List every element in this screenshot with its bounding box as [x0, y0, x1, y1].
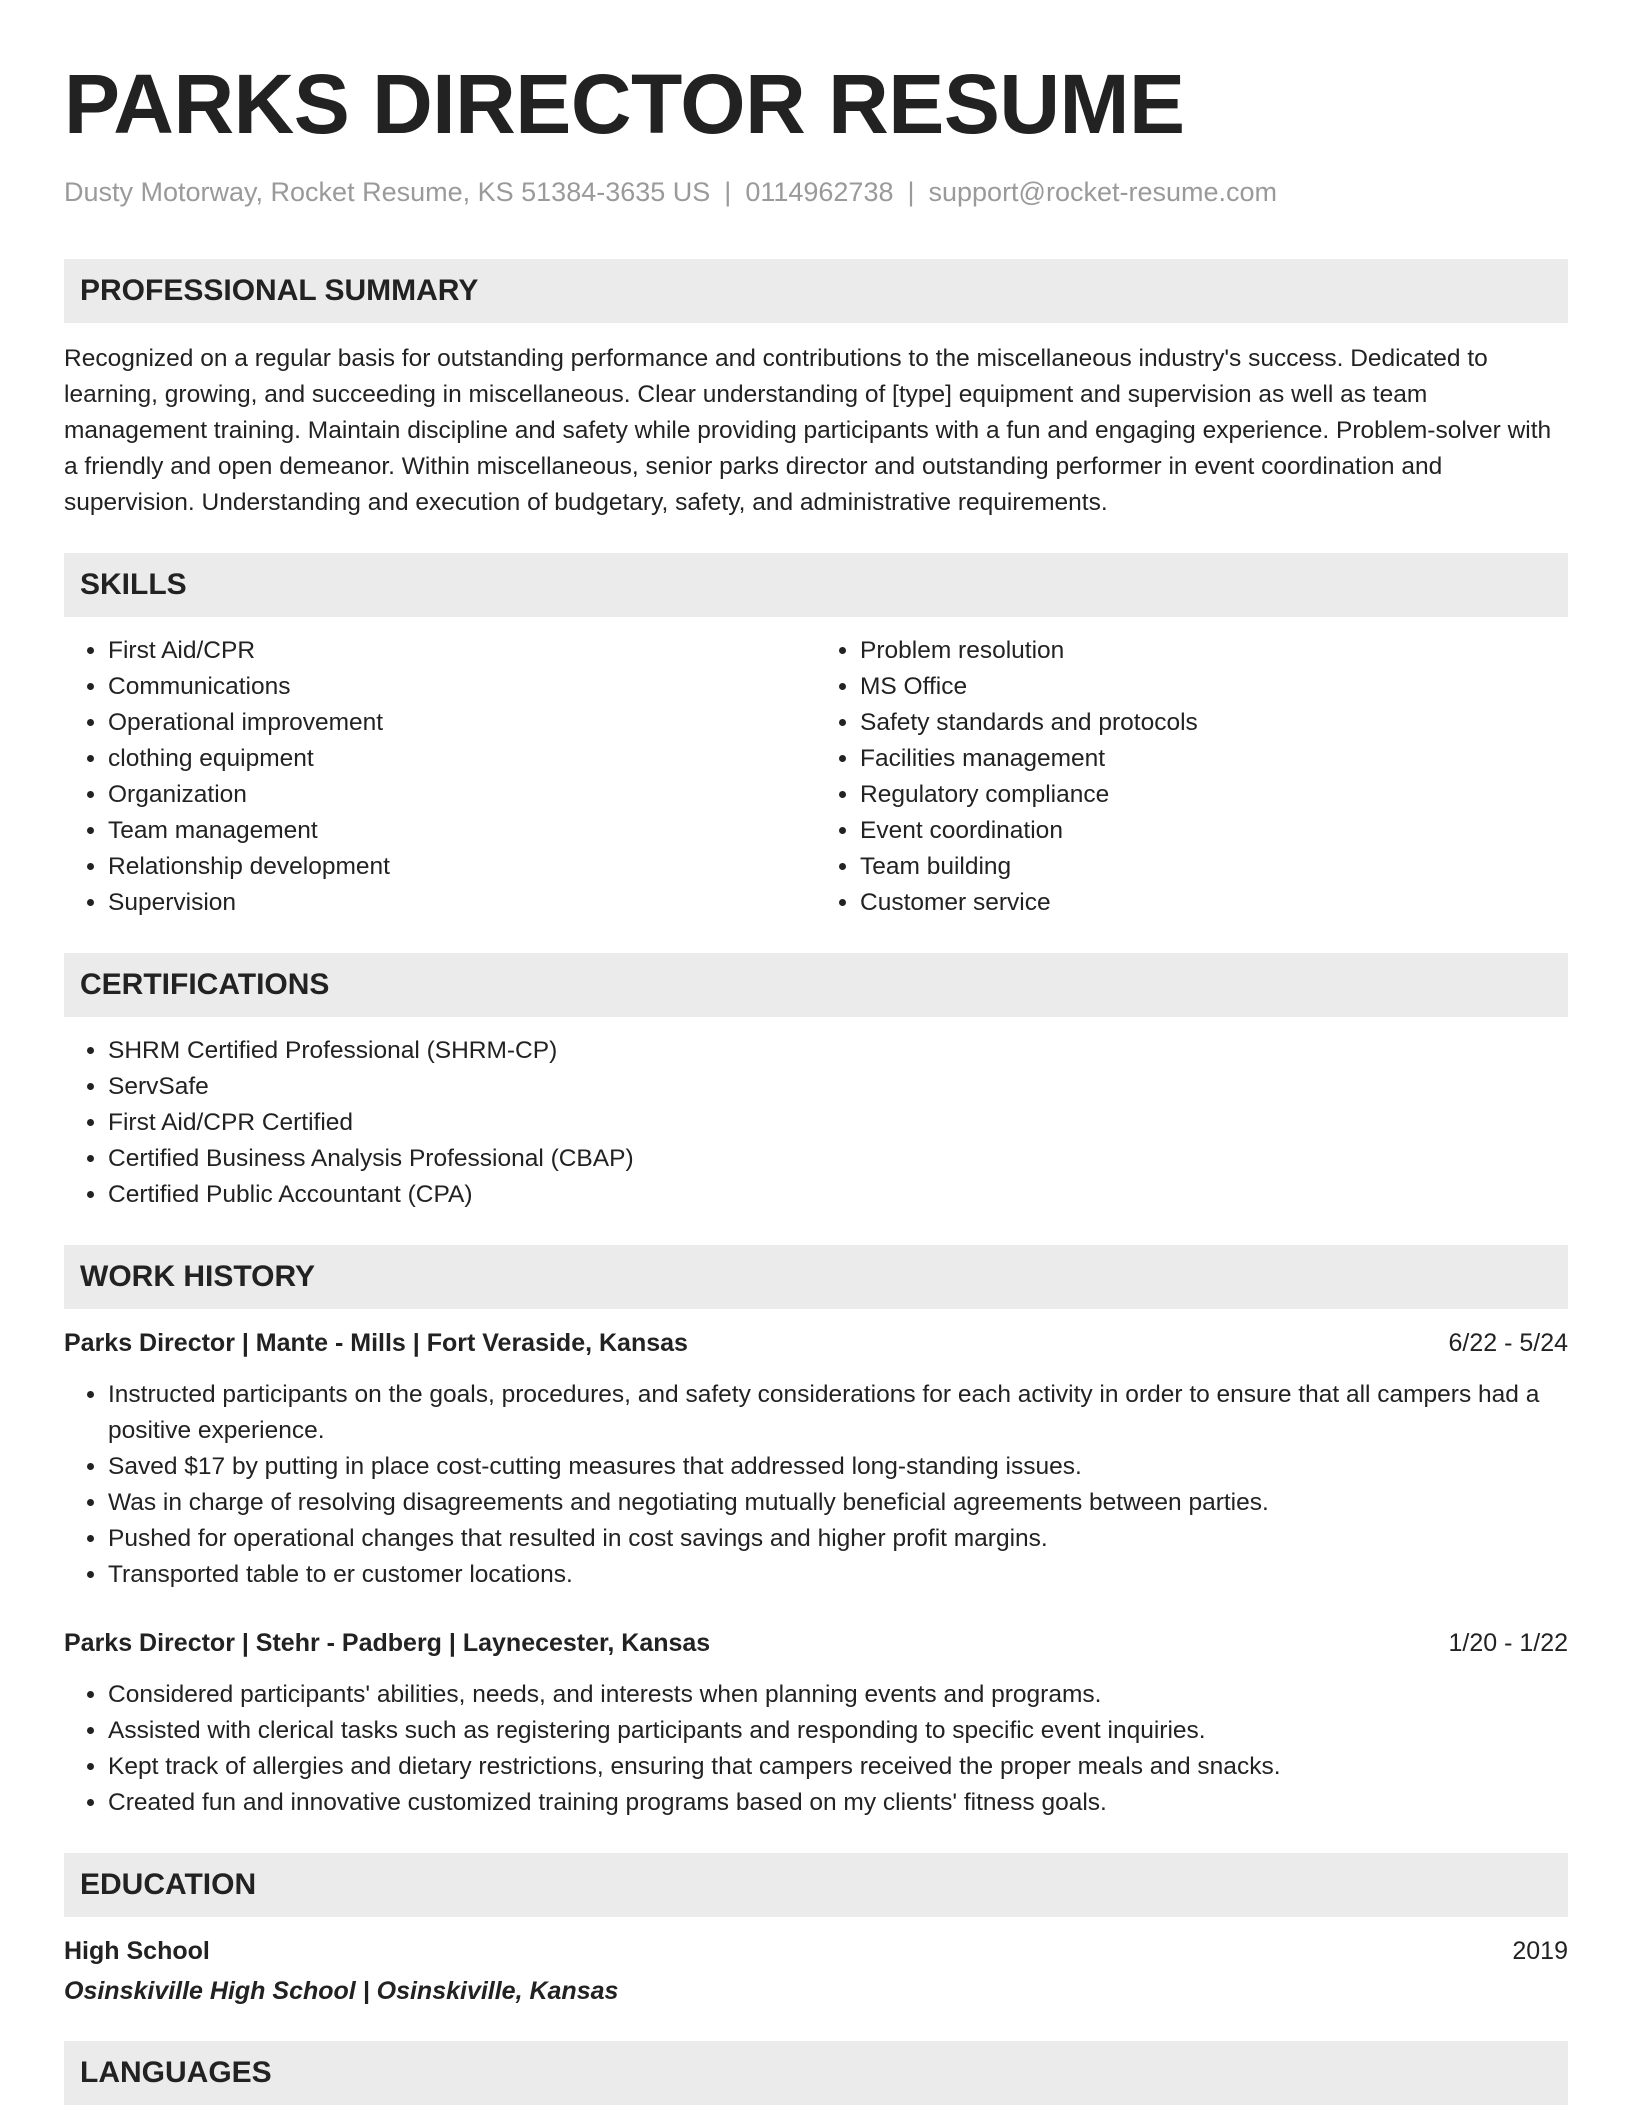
- job-dates: 1/20 - 1/22: [1448, 1629, 1568, 1657]
- education-degree: High School: [64, 1937, 210, 1965]
- contact-separator: |: [907, 177, 915, 207]
- skill-item: • First Aid/CPR: [108, 633, 816, 669]
- skill-item: • Relationship development: [108, 849, 816, 885]
- job-bullet: • Saved $17 by putting in place cost-cutting measures that addressed long-standing issues.: [108, 1449, 1568, 1485]
- skill-item: • Facilities management: [860, 741, 1568, 777]
- summary-text: Recognized on a regular basis for outstanding performance and contributions to the miscellaneous industry's success. Dedicated to learning, growing, and succeeding in miscellaneous. Clear understanding of [type] equipment and supervision as well as team management training. Maintain discipline and safety while providing participants with a fun and engaging experience. Problem-solver with a friendly and open demeanor. Within miscellaneous, senior parks director and outstanding performer in event coordination and supervision. Understanding and execution of budgetary, safety, and administrative requirements.: [64, 345, 1552, 516]
- certification-item: • Certified Public Accountant (CPA): [108, 1177, 1568, 1213]
- education-header: [64, 1933, 1568, 1969]
- skill-item: • Team management: [108, 813, 816, 849]
- education-year: 2019: [1512, 1937, 1568, 1965]
- languages-section: [64, 2041, 1568, 2105]
- skill-item: • Supervision: [108, 885, 816, 921]
- job-title: Parks Director | Stehr - Padberg | Laynecester, Kansas: [64, 1629, 711, 1657]
- summary-section: [64, 259, 1568, 521]
- skills-heading: SKILLS: [64, 553, 1568, 617]
- skills-list-left: [64, 633, 816, 921]
- certifications-list: [64, 1033, 1568, 1213]
- summary-heading: PROFESSIONAL SUMMARY: [64, 259, 1568, 323]
- skills-list-right: [816, 633, 1568, 921]
- skill-item: • MS Office: [860, 669, 1568, 705]
- job-bullet: • Transported table to er customer locations.: [108, 1557, 1568, 1593]
- education-school: Osinskiville High School | Osinskiville, Kansas: [64, 1977, 619, 2005]
- skill-item: • Event coordination: [860, 813, 1568, 849]
- job-entry: [64, 1325, 1568, 1593]
- job-bullets: [64, 1377, 1568, 1593]
- job-bullet: • Kept track of allergies and dietary restrictions, ensuring that campers received the proper meals and snacks.: [108, 1749, 1568, 1785]
- certification-item: • Certified Business Analysis Professional (CBAP): [108, 1141, 1568, 1177]
- certifications-section: [64, 953, 1568, 1213]
- certification-item: • First Aid/CPR Certified: [108, 1105, 1568, 1141]
- certification-item: • ServSafe: [108, 1069, 1568, 1105]
- job-bullet: • Considered participants' abilities, needs, and interests when planning events and programs.: [108, 1677, 1568, 1713]
- job-header: [64, 1625, 1568, 1661]
- job-bullet: • Instructed participants on the goals, procedures, and safety considerations for each activity in order to ensure that all campers had a positive experience.: [108, 1377, 1568, 1449]
- job-bullet: • Pushed for operational changes that resulted in cost savings and higher profit margins.: [108, 1521, 1568, 1557]
- contact-line: [64, 174, 1568, 210]
- certifications-heading: CERTIFICATIONS: [64, 953, 1568, 1017]
- skill-item: • clothing equipment: [108, 741, 816, 777]
- contact-phone: 0114962738: [745, 177, 894, 207]
- skill-item: • Team building: [860, 849, 1568, 885]
- skill-item: • Communications: [108, 669, 816, 705]
- skills-section: [64, 553, 1568, 921]
- languages-heading: LANGUAGES: [64, 2041, 1568, 2105]
- job-bullet: • Created fun and innovative customized training programs based on my clients' fitness goals.: [108, 1785, 1568, 1821]
- skill-item: • Regulatory compliance: [860, 777, 1568, 813]
- contact-address: Dusty Motorway, Rocket Resume, KS 51384-3635 US: [64, 177, 711, 207]
- skill-item: • Customer service: [860, 885, 1568, 921]
- work-history-heading: WORK HISTORY: [64, 1245, 1568, 1309]
- job-bullets: [64, 1677, 1568, 1821]
- contact-email: support@rocket-resume.com: [928, 177, 1278, 207]
- skill-item: • Safety standards and protocols: [860, 705, 1568, 741]
- job-dates: 6/22 - 5/24: [1448, 1329, 1568, 1357]
- education-section: [64, 1853, 1568, 2009]
- skill-item: • Operational improvement: [108, 705, 816, 741]
- job-header: [64, 1325, 1568, 1361]
- job-title: Parks Director | Mante - Mills | Fort Veraside, Kansas: [64, 1329, 688, 1357]
- job-bullet: • Was in charge of resolving disagreements and negotiating mutually beneficial agreements between parties.: [108, 1485, 1568, 1521]
- job-bullet: • Assisted with clerical tasks such as registering participants and responding to specific event inquiries.: [108, 1713, 1568, 1749]
- resume-title: PARKS DIRECTOR RESUME: [64, 57, 1185, 151]
- job-entry: [64, 1625, 1568, 1821]
- skill-item: • Problem resolution: [860, 633, 1568, 669]
- skills-grid: [64, 617, 1568, 921]
- education-heading: EDUCATION: [64, 1853, 1568, 1917]
- skill-item: • Organization: [108, 777, 816, 813]
- work-history-section: [64, 1245, 1568, 1821]
- certification-item: • SHRM Certified Professional (SHRM-CP): [108, 1033, 1568, 1069]
- contact-separator: |: [724, 177, 732, 207]
